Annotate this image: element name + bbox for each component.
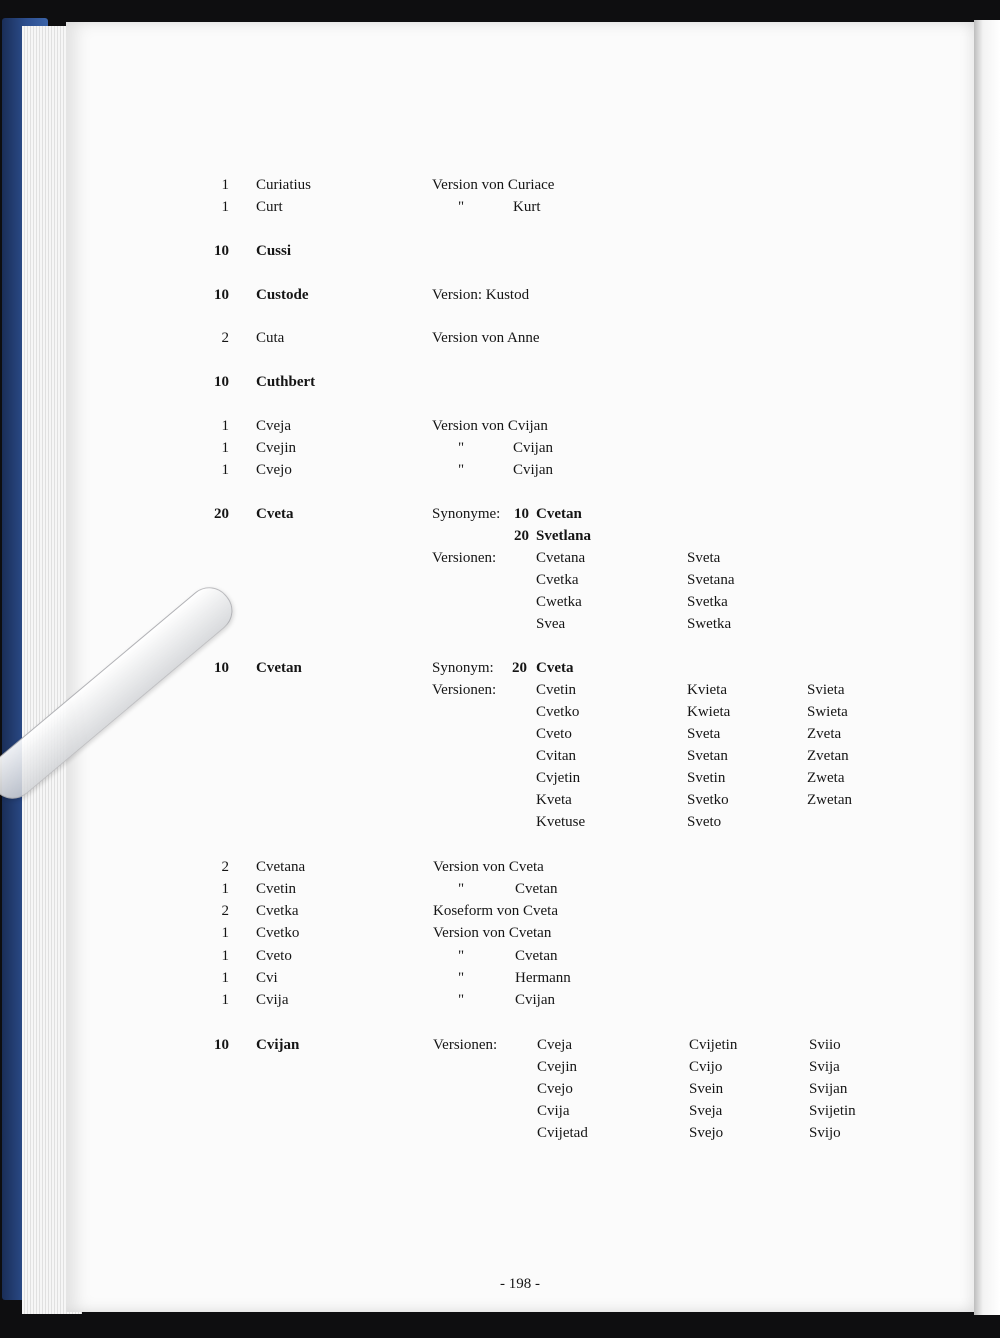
version-name: Zwetan (807, 792, 852, 808)
entry-row (0, 1100, 1000, 1122)
versions-label: Versionen: (433, 1037, 498, 1053)
entry-row (0, 1078, 1000, 1100)
synonym-label: Synonym: (432, 660, 494, 676)
version-name: Cvejo (537, 1081, 573, 1097)
entry-row (0, 1034, 1000, 1056)
entry-row (0, 967, 1000, 989)
entry-name: Cuta (256, 330, 285, 346)
entry-count: 1 (221, 992, 229, 1008)
entry-row (0, 1122, 1000, 1144)
version-name: Cveja (537, 1037, 572, 1053)
entry-count: 1 (221, 177, 229, 193)
synonym-name: Cvetan (536, 506, 582, 522)
entry-reference: Hermann (515, 970, 571, 986)
version-name: Cvetin (536, 682, 576, 698)
entry-count: 1 (221, 970, 229, 986)
version-name: Kveta (536, 792, 572, 808)
synonym-count: 20 (512, 660, 527, 676)
version-name: Sveta (687, 726, 721, 742)
entry-row (0, 878, 1000, 900)
entry-count: 2 (221, 903, 229, 919)
ditto-mark: " (458, 881, 465, 897)
entry-note: Version von Anne (432, 330, 540, 346)
entry-count: 1 (221, 948, 229, 964)
entry-name: Cvetka (256, 903, 299, 919)
entry-row (0, 989, 1000, 1011)
entry-count: 1 (221, 440, 229, 456)
entry-note: Version von Curiace (432, 177, 555, 193)
entry-row (0, 1056, 1000, 1078)
entry-reference: Cvijan (513, 462, 553, 478)
entry-row (0, 284, 1000, 306)
version-name: Svetko (687, 792, 729, 808)
entry-row (0, 415, 1000, 437)
version-name: Svijo (809, 1125, 841, 1141)
entry-row (0, 371, 1000, 393)
version-name: Sveto (687, 814, 722, 830)
entry-count: 10 (214, 660, 229, 676)
entry-count: 2 (221, 330, 229, 346)
entry-row (0, 789, 1000, 811)
entry-note: Version von Cveta (433, 859, 544, 875)
version-name: Zvetan (807, 748, 849, 764)
page-number: - 198 - (500, 1276, 540, 1292)
entry-count: 2 (221, 859, 229, 875)
entry-row (0, 723, 1000, 745)
version-name: Svijetin (809, 1103, 856, 1119)
entry-count: 1 (221, 925, 229, 941)
version-name: Cvejin (537, 1059, 577, 1075)
ditto-mark: " (458, 970, 465, 986)
entry-row (0, 240, 1000, 262)
entry-reference: Kurt (513, 199, 541, 215)
entry-note: Version von Cvijan (432, 418, 548, 434)
entry-note: Version: Kustod (432, 287, 530, 303)
entry-row (0, 922, 1000, 944)
version-name: Kwieta (687, 704, 731, 720)
entry-name: Cvijan (256, 1037, 300, 1053)
entry-row (0, 174, 1000, 196)
entry-row (0, 459, 1000, 481)
entry-name: Cvejo (256, 462, 292, 478)
version-name: Svetan (687, 748, 728, 764)
entry-count: 1 (221, 199, 229, 215)
version-name: Svetin (687, 770, 726, 786)
entry-row (0, 767, 1000, 789)
entry-row (0, 701, 1000, 723)
entry-reference: Cvijan (513, 440, 553, 456)
ditto-mark: " (458, 199, 465, 215)
version-name: Svejo (689, 1125, 724, 1141)
entry-reference: Cvetan (515, 948, 558, 964)
entry-row (0, 327, 1000, 349)
entry-name: Cveja (256, 418, 291, 434)
version-name: Svein (689, 1081, 724, 1097)
entry-name: Cvetko (256, 925, 300, 941)
synonym-count: 20 (514, 528, 529, 544)
entry-row (0, 196, 1000, 218)
entry-row (0, 745, 1000, 767)
entry-row (0, 547, 1000, 569)
version-name: Cvijo (689, 1059, 723, 1075)
entry-count: 1 (221, 418, 229, 434)
entry-reference: Cvijan (515, 992, 555, 1008)
version-name: Cvija (537, 1103, 570, 1119)
version-name: Cvetko (536, 704, 580, 720)
ditto-mark: " (458, 462, 465, 478)
entry-reference: Cvetan (515, 881, 558, 897)
entry-count: 1 (221, 462, 229, 478)
entry-count: 1 (221, 881, 229, 897)
version-name: Swieta (807, 704, 848, 720)
entry-count: 10 (214, 1037, 229, 1053)
entry-row (0, 525, 1000, 547)
entry-count: 10 (214, 287, 229, 303)
ditto-mark: " (458, 948, 465, 964)
entry-note: Version von Cvetan (433, 925, 552, 941)
version-name: Kvetuse (536, 814, 586, 830)
version-name: Cvetana (536, 550, 586, 566)
version-name: Cvetka (536, 572, 579, 588)
entry-name: Cvi (256, 970, 278, 986)
entry-name: Cvija (256, 992, 289, 1008)
version-name: Zveta (807, 726, 842, 742)
synonym-count: 10 (514, 506, 529, 522)
entry-row (0, 811, 1000, 833)
version-name: Svetana (687, 572, 735, 588)
version-name: Zweta (807, 770, 845, 786)
version-name: Svetka (687, 594, 728, 610)
version-name: Cvjetin (536, 770, 581, 786)
entry-name: Cussi (256, 243, 292, 259)
version-name: Sveja (689, 1103, 723, 1119)
entry-name: Cveto (256, 948, 292, 964)
versions-label: Versionen: (432, 682, 497, 698)
entry-name: Cvetan (256, 660, 302, 676)
entry-name: Cveta (256, 506, 294, 522)
entry-count: 20 (214, 506, 229, 522)
entry-count: 10 (214, 243, 229, 259)
entry-row (0, 900, 1000, 922)
synonym-name: Svetlana (536, 528, 592, 544)
synonym-name: Cveta (536, 660, 574, 676)
entry-row (0, 591, 1000, 613)
entry-note: Koseform von Cveta (433, 903, 558, 919)
version-name: Sviio (809, 1037, 841, 1053)
ditto-mark: " (458, 440, 465, 456)
entry-name: Cvetana (256, 859, 306, 875)
version-name: Svija (809, 1059, 840, 1075)
entry-name: Custode (256, 287, 309, 303)
version-name: Cvijetad (537, 1125, 588, 1141)
version-name: Cvitan (536, 748, 576, 764)
ditto-mark: " (458, 992, 465, 1008)
version-name: Kvieta (687, 682, 727, 698)
entry-name: Curiatius (256, 177, 311, 193)
version-name: Svea (536, 616, 566, 632)
synonym-label: Synonyme: (432, 506, 501, 522)
entry-name: Cuthbert (256, 374, 316, 390)
entry-row (0, 945, 1000, 967)
version-name: Cwetka (536, 594, 582, 610)
entry-row (0, 569, 1000, 591)
entry-name: Cvetin (256, 881, 296, 897)
version-name: Cveto (536, 726, 572, 742)
entry-name: Curt (256, 199, 283, 215)
versions-label: Versionen: (432, 550, 497, 566)
entry-row (0, 437, 1000, 459)
version-name: Sveta (687, 550, 721, 566)
version-name: Svijan (809, 1081, 848, 1097)
entry-name: Cvejin (256, 440, 296, 456)
version-name: Cvijetin (689, 1037, 738, 1053)
entry-row (0, 503, 1000, 525)
version-name: Svieta (807, 682, 845, 698)
entry-count: 10 (214, 374, 229, 390)
entry-row (0, 856, 1000, 878)
version-name: Swetka (687, 616, 732, 632)
